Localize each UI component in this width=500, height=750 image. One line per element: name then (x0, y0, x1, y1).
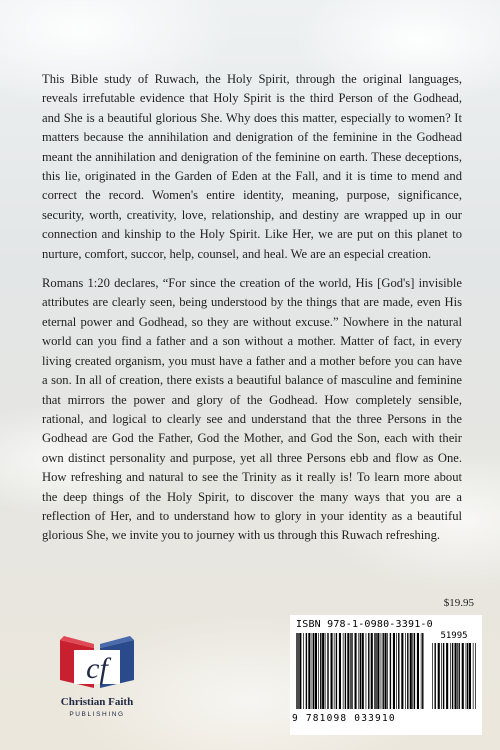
barcode-bar (360, 633, 361, 709)
isbn-label: ISBN 978-1-0980-3391-0 (296, 619, 433, 630)
publisher-subtitle: PUBLISHING (69, 711, 125, 718)
barcode-bar (457, 643, 458, 709)
barcode-bar (347, 633, 349, 709)
barcode-bar (303, 633, 304, 709)
barcode-bar (322, 633, 324, 709)
barcode-bar (414, 633, 415, 709)
blurb-paragraph-2: Romans 1:20 declares, “For since the creation of the world, His [God's] invisible attributes are clearly seen, being understood by the things that are made, even His eternal power and Godhead, so they are without excuse.” Nowhere in the natural world can you find a father and a son without a mother. Matter of fact, in every living created organism, you must have a father and a mother before you can have a son. In all of creation, there exists a beautiful balance of masculine and feminine that mirrors the power and glory of the Godhead. How completely sensible, rational, and logical to clearly see and understand that the three Persons in the Godhead are God the Father, God the Mother, and God the Son, each with their own distinct personality and purpose, yet all three Persons ebb and flow as One. How refreshing and natural to see the Trinity as it really is! To learn more about the deep things of the Holy Spirit, to discover the many ways that you are a reflection of Her, and to understand how to glory in your identity as a beautiful glorious She, we invite you to journey with us through this Ruwach refreshing. (42, 276, 462, 543)
ean-barcode (296, 633, 424, 709)
publisher-logo (52, 622, 142, 732)
blurb-paragraph-1: This Bible study of Ruwach, the Holy Spirit, through the original languages, reveals irrefutable evidence that Holy Spirit is the third Person of the Godhead, and She is a beautiful glorious She. Why does this matter, especially to women? It matters because the annihilation and denigration of the feminine in the Godhead meant the annihilation and denigration of the feminine on earth. These deceptions, this lie, originated in the Garden of Eden at the Fall, and it is time to mend and correct the record. Women's entire identity, meaning, purpose, significance, security, worth, creativity, love, relationship, and destiny are wrapped up in our connection and kinship to the Holy Spirit. Like Her, we are put on this planet to nurture, comfort, succor, help, counsel, and heal. We are an especial creation. (42, 72, 462, 261)
barcode-bar (366, 633, 367, 709)
barcode-bar (473, 643, 474, 709)
barcode-bar (327, 633, 328, 709)
addon-barcode (432, 643, 476, 709)
barcode-bar (390, 633, 391, 709)
barcode-bar (334, 633, 335, 709)
barcode-bar (443, 643, 444, 709)
barcode-bar (339, 633, 341, 709)
barcode-bar (466, 643, 467, 709)
barcode-bar (432, 643, 433, 709)
barcode-bar (398, 633, 399, 709)
barcode-bar (438, 643, 440, 709)
back-cover-blurb (42, 70, 462, 556)
barcode-bar (374, 633, 375, 709)
barcode-bar (296, 633, 297, 709)
barcode-bar (401, 633, 403, 709)
barcode-bar (312, 633, 313, 709)
barcode-bar (299, 633, 301, 709)
barcode-bar (455, 643, 457, 709)
barcode-bar (462, 643, 464, 709)
barcode-bar (325, 633, 326, 709)
barcode-bar (368, 633, 369, 709)
barcode-bar (375, 633, 376, 709)
barcode-bar (315, 633, 317, 709)
barcode-bar (412, 633, 413, 709)
logo-monogram: cf (86, 652, 108, 685)
barcode-bar (318, 633, 319, 709)
barcode-bar (435, 643, 436, 709)
addon-digits: 51995 (440, 631, 468, 641)
barcode-bar (475, 643, 476, 709)
barcode-bar (331, 633, 333, 709)
barcode-bar (297, 633, 298, 709)
barcode-bar (343, 633, 344, 709)
barcode-bar (421, 633, 422, 709)
barcode-box (290, 597, 482, 735)
barcode-bar (381, 633, 382, 709)
barcode-bar (358, 633, 359, 709)
barcode-bar (450, 643, 451, 709)
publisher-name: Christian Faith (60, 696, 134, 708)
barcode-bar (320, 633, 321, 709)
barcode-bar (351, 633, 352, 709)
barcode-bar (459, 643, 460, 709)
barcode-bar (383, 633, 384, 709)
barcode-bar (385, 633, 387, 709)
barcode-bar (396, 633, 397, 709)
book-monogram-icon (52, 622, 142, 694)
barcode-bar (313, 633, 314, 709)
barcode-bar (362, 633, 364, 709)
barcode-bar (452, 643, 453, 709)
barcode-bar (417, 633, 419, 709)
barcode-bar (467, 643, 468, 709)
barcode-bar (355, 633, 357, 709)
barcode-bar (345, 633, 346, 709)
ean-digits: 9 781098 033910 (292, 713, 396, 724)
barcode-bar (422, 633, 423, 709)
barcode-bar (377, 633, 379, 709)
barcode-bar (306, 633, 307, 709)
barcode-bar (446, 643, 448, 709)
barcode-bar (410, 633, 412, 709)
barcode-bar (371, 633, 373, 709)
barcode-bar (405, 633, 406, 709)
barcode-bar (407, 633, 408, 709)
barcode-bar (308, 633, 310, 709)
price-label: $19.95 (443, 597, 474, 609)
barcode-bar (350, 633, 351, 709)
barcode-bar (469, 643, 471, 709)
barcode-bar (393, 633, 395, 709)
barcode-bar (441, 643, 442, 709)
barcode-bar (387, 633, 388, 709)
barcode-bar (336, 633, 337, 709)
